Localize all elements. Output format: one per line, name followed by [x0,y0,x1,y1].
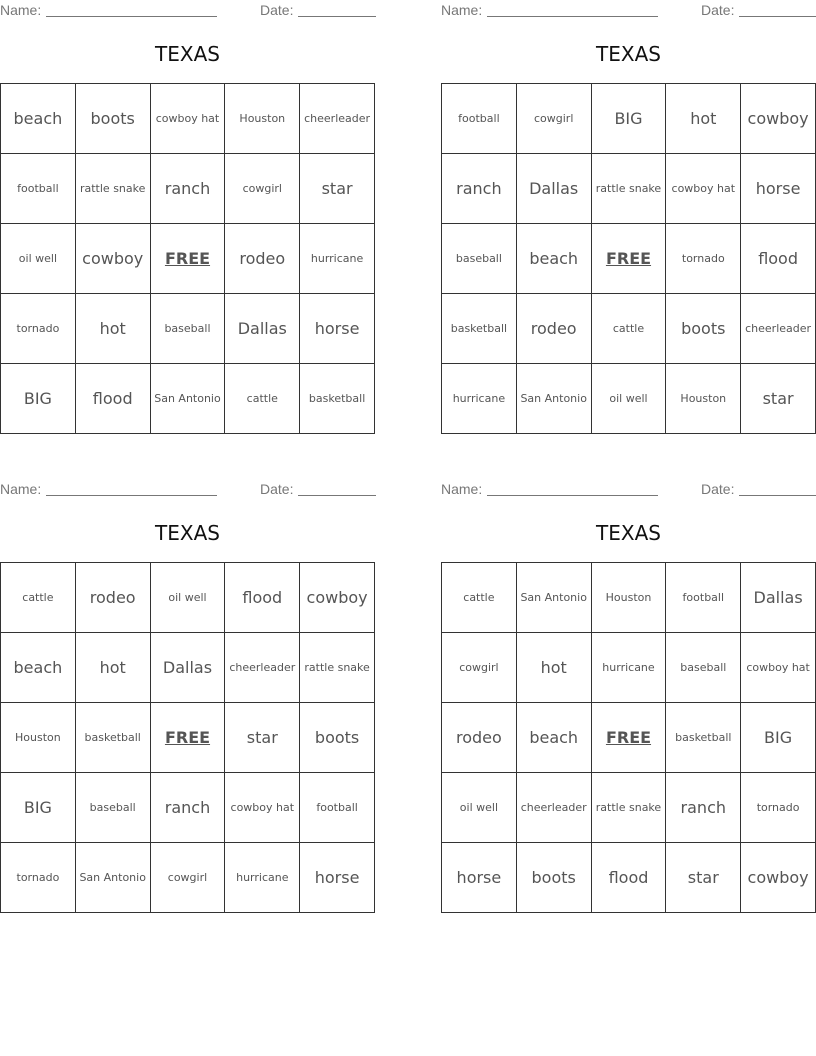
bingo-cell: BIG [1,364,76,434]
bingo-cell: San Antonio [151,364,226,434]
date-blank-line [298,16,376,17]
bingo-cell: San Antonio [76,843,151,913]
bingo-cell: cattle [1,563,76,633]
card-header [441,2,816,20]
bingo-cell: star [225,703,300,773]
card-title: TEXAS [155,521,220,545]
bingo-cell: San Antonio [517,364,592,434]
card-header [0,2,375,20]
name-blank-line [487,16,658,17]
card-title: TEXAS [596,521,661,545]
bingo-cell: beach [1,84,76,154]
bingo-cell: ranch [151,773,226,843]
bingo-cell: football [442,84,517,154]
card-title: TEXAS [596,42,661,66]
free-space-cell: FREE [592,703,667,773]
bingo-cell: ranch [442,154,517,224]
date-label: Date: [260,481,294,497]
name-blank-line [487,495,658,496]
bingo-cell: football [666,563,741,633]
bingo-cell: basketball [442,294,517,364]
bingo-cell: hurricane [225,843,300,913]
bingo-cell: cowboy [741,843,816,913]
bingo-cell: baseball [666,633,741,703]
bingo-cell: hurricane [442,364,517,434]
bingo-cell: San Antonio [517,563,592,633]
bingo-cell: cheerleader [225,633,300,703]
bingo-cell: cheerleader [517,773,592,843]
bingo-cell: basketball [76,703,151,773]
bingo-cell: beach [1,633,76,703]
date-label: Date: [260,2,294,18]
bingo-cell: cattle [592,294,667,364]
bingo-cell: boots [666,294,741,364]
bingo-cell: Houston [592,563,667,633]
card-header [0,481,375,499]
bingo-cell: basketball [300,364,375,434]
date-blank-line [739,16,816,17]
bingo-cell: hot [666,84,741,154]
bingo-cell: rodeo [517,294,592,364]
bingo-cell: hurricane [592,633,667,703]
bingo-cell: Houston [225,84,300,154]
bingo-cell: football [1,154,76,224]
date-label: Date: [701,2,735,18]
bingo-card-3 [0,479,375,913]
bingo-cell: hot [517,633,592,703]
bingo-cell: oil well [151,563,226,633]
name-label: Name: [441,481,483,497]
bingo-cell: boots [517,843,592,913]
bingo-card-4 [441,479,816,913]
bingo-cell: cowgirl [225,154,300,224]
bingo-cell: Houston [1,703,76,773]
bingo-cell: tornado [1,843,76,913]
bingo-cell: cowboy [741,84,816,154]
bingo-cell: ranch [666,773,741,843]
free-space-cell: FREE [151,703,226,773]
bingo-cell: boots [76,84,151,154]
bingo-cell: horse [741,154,816,224]
bingo-grid [441,562,816,913]
bingo-cell: cheerleader [300,84,375,154]
card-header [441,481,816,499]
date-blank-line [298,495,376,496]
bingo-cell: cowgirl [442,633,517,703]
bingo-cell: Dallas [741,563,816,633]
bingo-cell: tornado [1,294,76,364]
name-label: Name: [0,481,42,497]
name-blank-line [46,16,217,17]
bingo-cell: Dallas [151,633,226,703]
bingo-grid [0,83,375,434]
bingo-cell: horse [300,294,375,364]
bingo-cell: rattle snake [300,633,375,703]
bingo-cell: boots [300,703,375,773]
bingo-grid [441,83,816,434]
bingo-cell: horse [442,843,517,913]
free-space-cell: FREE [151,224,226,294]
bingo-cell: rodeo [76,563,151,633]
bingo-cell: cowboy [300,563,375,633]
bingo-cell: cowboy [76,224,151,294]
bingo-cell: cowgirl [151,843,226,913]
bingo-cell: cowboy hat [151,84,226,154]
name-label: Name: [441,2,483,18]
name-label: Name: [0,2,42,18]
bingo-cell: rattle snake [592,773,667,843]
bingo-cell: cattle [442,563,517,633]
bingo-cell: rattle snake [592,154,667,224]
bingo-cell: oil well [592,364,667,434]
bingo-cell: star [741,364,816,434]
bingo-cell: BIG [592,84,667,154]
bingo-cell: oil well [1,224,76,294]
card-title: TEXAS [155,42,220,66]
bingo-cell: hot [76,294,151,364]
bingo-card-2 [441,0,816,434]
date-blank-line [739,495,816,496]
bingo-cell: ranch [151,154,226,224]
bingo-cell: cowboy hat [666,154,741,224]
bingo-cell: baseball [76,773,151,843]
bingo-cell: cattle [225,364,300,434]
bingo-cell: hurricane [300,224,375,294]
bingo-cell: Houston [666,364,741,434]
name-blank-line [46,495,217,496]
bingo-cell: rodeo [442,703,517,773]
bingo-cell: basketball [666,703,741,773]
bingo-card-1 [0,0,375,434]
bingo-cell: cowgirl [517,84,592,154]
bingo-cell: beach [517,703,592,773]
date-label: Date: [701,481,735,497]
bingo-cell: BIG [741,703,816,773]
free-space-cell: FREE [592,224,667,294]
bingo-cell: flood [741,224,816,294]
bingo-cell: baseball [151,294,226,364]
bingo-cell: cowboy hat [225,773,300,843]
bingo-cell: horse [300,843,375,913]
bingo-cell: football [300,773,375,843]
bingo-cell: oil well [442,773,517,843]
bingo-cell: cheerleader [741,294,816,364]
bingo-cell: Dallas [225,294,300,364]
bingo-cell: rattle snake [76,154,151,224]
bingo-cell: flood [225,563,300,633]
bingo-cell: tornado [741,773,816,843]
bingo-cell: beach [517,224,592,294]
bingo-cell: tornado [666,224,741,294]
bingo-cell: star [666,843,741,913]
bingo-cell: flood [76,364,151,434]
bingo-cell: baseball [442,224,517,294]
bingo-cell: Dallas [517,154,592,224]
bingo-cell: BIG [1,773,76,843]
bingo-cell: flood [592,843,667,913]
bingo-cell: hot [76,633,151,703]
bingo-cell: rodeo [225,224,300,294]
bingo-cell: star [300,154,375,224]
bingo-cell: cowboy hat [741,633,816,703]
bingo-grid [0,562,375,913]
